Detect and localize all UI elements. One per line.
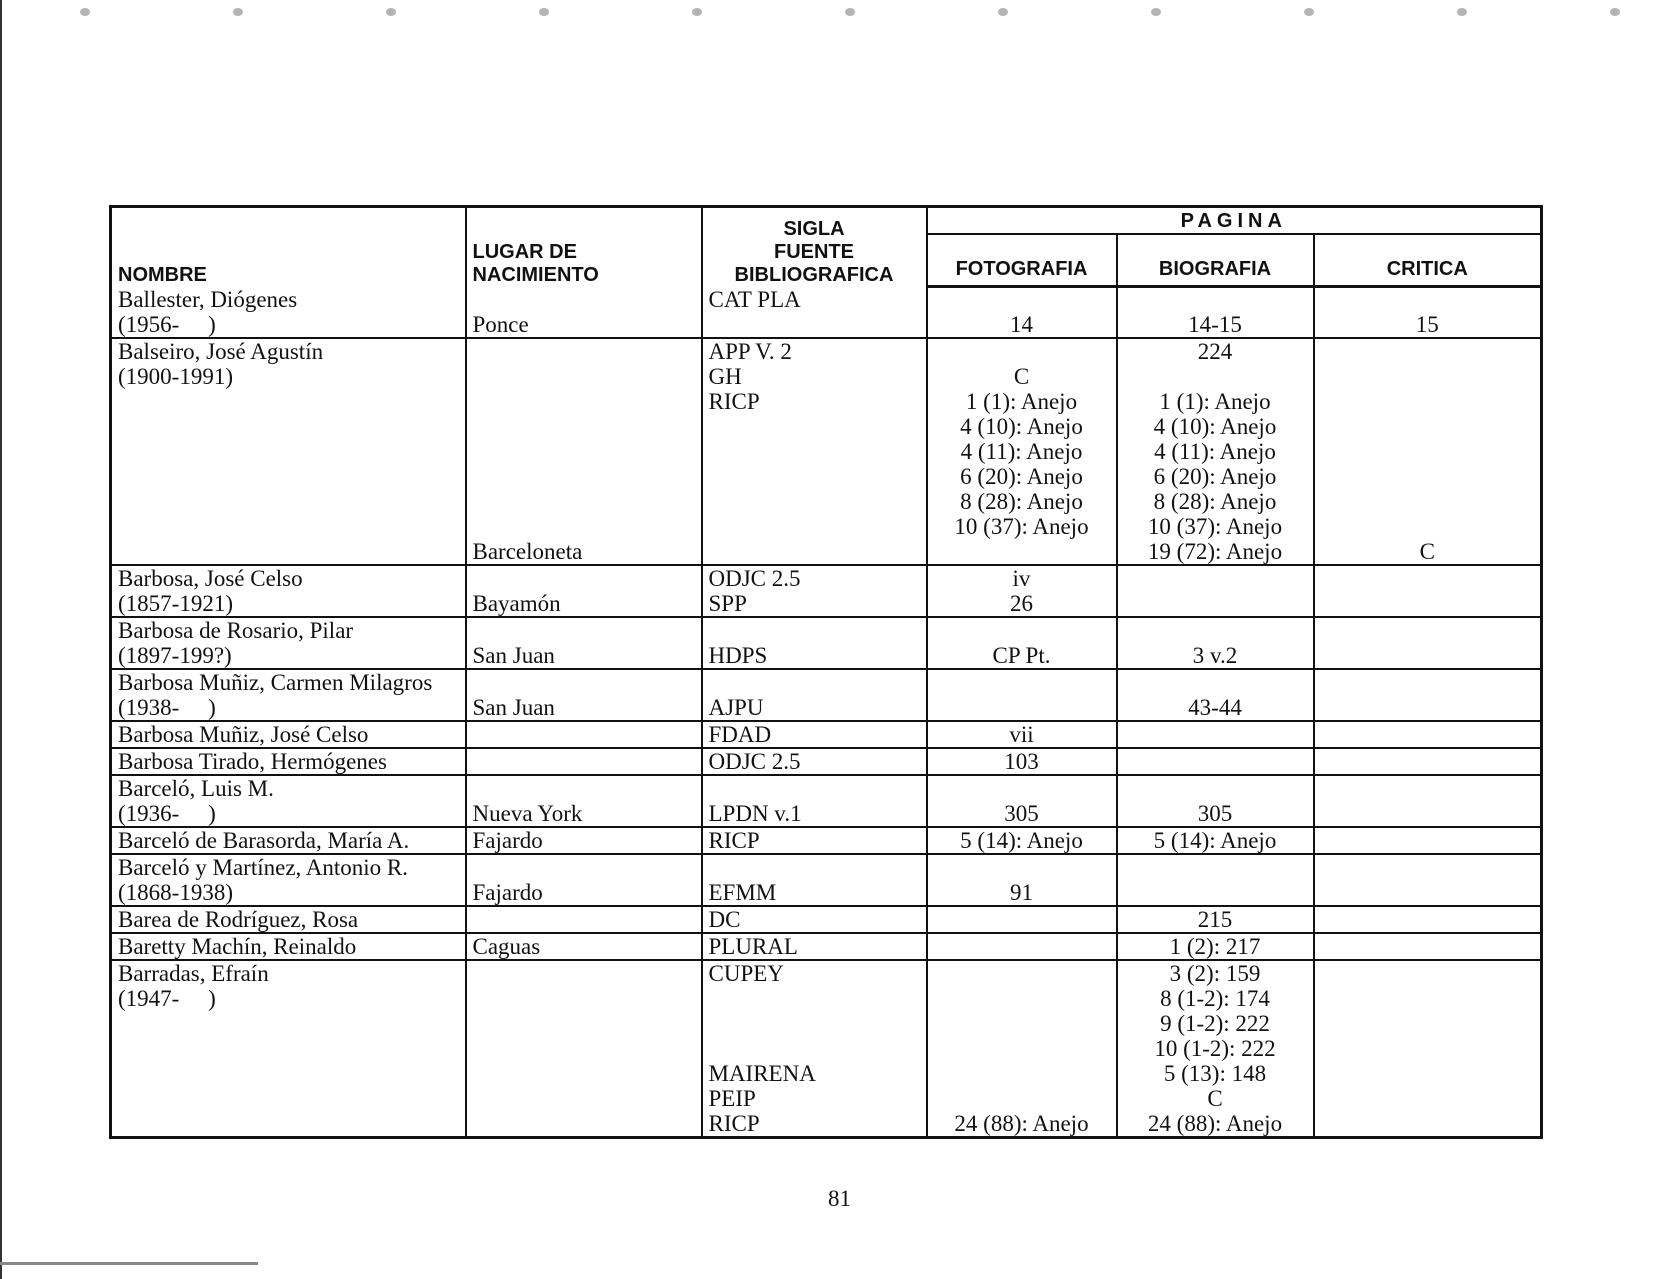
- cell-biografia-line: 10 (1-2): 222: [1154, 1035, 1276, 1061]
- cell-nombre: [111, 565, 466, 617]
- cell-fotografia-line: C: [1013, 363, 1030, 389]
- cell-nombre-line: Barbosa de Rosario, Pilar: [118, 617, 354, 643]
- cell-biografia: [1117, 669, 1314, 721]
- cell-sigla-line: [709, 1011, 920, 1036]
- cell-sigla-line: RICP: [708, 827, 760, 853]
- cell-biografia-line: 6 (20): Anejo: [1153, 463, 1277, 489]
- cell-nombre: [111, 669, 466, 721]
- cell-biografia-line: [1124, 722, 1307, 747]
- cell-fotografia-line: 103: [1004, 748, 1039, 774]
- cell-nombre-line: (1857-1921): [118, 590, 233, 616]
- header-biografia: BIOGRAFIA: [1117, 234, 1314, 287]
- cell-lugar: Fajardo: [466, 827, 702, 854]
- cell-sigla: [702, 906, 927, 933]
- cell-biografia-line: 1 (2): 217: [1169, 933, 1261, 959]
- cell-biografia-line: 9 (1-2): 222: [1160, 1010, 1270, 1036]
- cell-fotografia: [927, 565, 1117, 617]
- cell-sigla-line: APP V. 2: [708, 338, 792, 364]
- cell-nombre-line: Baretty Machín, Reinaldo: [118, 933, 357, 959]
- cell-lugar: [466, 960, 702, 1138]
- binder-hole: [1151, 8, 1161, 16]
- cell-nombre-line: (1897-199?): [118, 642, 232, 668]
- table-row: [111, 565, 1542, 617]
- cell-biografia: [1117, 748, 1314, 775]
- cell-fotografia: [927, 617, 1117, 669]
- cell-sigla-line: [709, 618, 920, 643]
- cell-sigla-line: [709, 776, 920, 801]
- binder-hole: [692, 8, 702, 16]
- cell-fotografia-line: 24 (88): Anejo: [954, 1110, 1089, 1136]
- cell-sigla-line: [709, 986, 920, 1011]
- cell-biografia-line: 224: [1197, 338, 1233, 364]
- table-row: [111, 960, 1542, 1138]
- cell-biografia: [1117, 933, 1314, 960]
- cell-sigla-line: CUPEY: [708, 960, 784, 986]
- cell-biografia-line: 1 (1): Anejo: [1159, 388, 1271, 414]
- cell-biografia-line: 5 (14): Anejo: [1153, 827, 1277, 853]
- cell-sigla-line: ODJC 2.5: [708, 748, 801, 774]
- cell-lugar: [466, 748, 702, 775]
- cell-fotografia-line: 8 (28): Anejo: [960, 488, 1083, 514]
- cell-nombre: [111, 827, 466, 854]
- cell-fotografia-line: 305: [1004, 800, 1039, 826]
- cell-fotografia-line: 14: [1010, 311, 1033, 337]
- binder-hole: [233, 8, 243, 16]
- cell-biografia: [1117, 721, 1314, 748]
- cell-critica-line: [1321, 749, 1535, 774]
- cell-biografia-line: C: [1207, 1085, 1223, 1111]
- cell-critica: [1314, 933, 1542, 960]
- cell-fotografia-line: [934, 539, 1110, 564]
- cell-sigla-line: ODJC 2.5: [708, 565, 801, 591]
- cell-critica: [1314, 721, 1542, 748]
- cell-lugar: San Juan: [466, 669, 702, 721]
- cell-nombre-line: Barea de Rodríguez, Rosa: [118, 906, 359, 932]
- table-row: [111, 669, 1542, 721]
- cell-sigla: [702, 854, 927, 906]
- cell-biografia-line: 14-15: [1188, 311, 1242, 337]
- binder-hole: [1304, 8, 1314, 16]
- table-row: [111, 338, 1542, 565]
- cell-sigla-line: PEIP: [708, 1085, 756, 1111]
- cell-fotografia-line: CP Pt.: [992, 642, 1051, 668]
- cell-critica-line: [1321, 828, 1535, 853]
- cell-nombre-line: Balseiro, José Agustín: [118, 338, 324, 364]
- cell-sigla-line: CAT PLA: [708, 286, 801, 312]
- cell-sigla: [702, 827, 927, 854]
- cell-nombre: [111, 854, 466, 906]
- cell-nombre: [111, 933, 466, 960]
- cell-sigla-line: EFMM: [708, 879, 777, 905]
- cell-fotografia: [927, 960, 1117, 1138]
- cell-fotografia: [927, 906, 1117, 933]
- cell-lugar: [466, 906, 702, 933]
- cell-fotografia-line: 91: [1010, 879, 1033, 905]
- cell-lugar: Ponce: [466, 287, 702, 338]
- header-nombre: NOMBRE: [111, 207, 466, 287]
- cell-critica-line: [1321, 801, 1535, 826]
- cell-critica: [1314, 960, 1542, 1138]
- cell-sigla-line: RICP: [708, 1110, 760, 1136]
- cell-sigla-line: [709, 514, 920, 539]
- table-header: [111, 207, 1542, 287]
- cell-critica-line: C: [1419, 538, 1435, 564]
- table-row: [111, 775, 1542, 827]
- cell-fotografia: [927, 287, 1117, 338]
- cell-sigla-line: DC: [708, 906, 741, 932]
- cell-fotografia-line: vii: [1009, 721, 1034, 747]
- cell-lugar: [466, 721, 702, 748]
- table-row: [111, 854, 1542, 906]
- cell-nombre-line: (1868-1938): [118, 879, 233, 905]
- cell-critica: [1314, 775, 1542, 827]
- cell-sigla-line: [709, 539, 920, 564]
- table-row: [111, 721, 1542, 748]
- binder-hole: [1457, 8, 1467, 16]
- binder-hole: [845, 8, 855, 16]
- cell-critica-line: [1321, 1111, 1535, 1136]
- cell-biografia-line: 3 (2): 159: [1169, 960, 1261, 986]
- cell-sigla-line: [709, 464, 920, 489]
- cell-sigla-line: [709, 489, 920, 514]
- cell-nombre: [111, 906, 466, 933]
- cell-nombre-line: Barceló y Martínez, Antonio R.: [118, 854, 408, 880]
- cell-sigla: [702, 338, 927, 565]
- cell-nombre: [111, 960, 466, 1138]
- cell-biografia: [1117, 617, 1314, 669]
- header-critica: CRITICA: [1314, 234, 1542, 287]
- cell-biografia: [1117, 960, 1314, 1138]
- cell-critica-line: [1321, 695, 1535, 720]
- cell-lugar: Nueva York: [466, 775, 702, 827]
- cell-fotografia: [927, 933, 1117, 960]
- table-row: [111, 617, 1542, 669]
- cell-biografia-line: 8 (28): Anejo: [1153, 488, 1277, 514]
- cell-fotografia: [927, 721, 1117, 748]
- cell-biografia: [1117, 906, 1314, 933]
- cell-nombre-line: Barbosa, José Celso: [118, 565, 303, 591]
- cell-fotografia-line: 4 (11): Anejo: [960, 438, 1083, 464]
- binder-holes: [80, 8, 1620, 16]
- cell-nombre-line: Barbosa Muñiz, Carmen Milagros: [118, 669, 433, 695]
- cell-lugar: Barceloneta: [466, 338, 702, 565]
- cell-sigla: [702, 617, 927, 669]
- cell-fotografia-line: 6 (20): Anejo: [960, 463, 1083, 489]
- table-row: [111, 827, 1542, 854]
- cell-sigla-line: AJPU: [708, 694, 764, 720]
- cell-critica: [1314, 617, 1542, 669]
- binder-hole: [386, 8, 396, 16]
- cell-biografia-line: [1124, 880, 1307, 905]
- cell-nombre-line: Ballester, Diógenes: [118, 286, 298, 312]
- cell-fotografia-line: 26: [1010, 590, 1033, 616]
- cell-sigla-line: MAIRENA: [708, 1060, 816, 1086]
- cell-nombre: [111, 748, 466, 775]
- cell-fotografia-line: 5 (14): Anejo: [960, 827, 1083, 853]
- cell-fotografia-line: [934, 695, 1110, 720]
- cell-sigla-line: GH: [708, 363, 742, 389]
- cell-biografia-line: 305: [1197, 800, 1233, 826]
- cell-fotografia-line: 10 (37): Anejo: [954, 513, 1089, 539]
- cell-biografia: [1117, 827, 1314, 854]
- cell-sigla: [702, 775, 927, 827]
- cell-sigla-line: PLURAL: [708, 933, 798, 959]
- cell-fotografia: [927, 338, 1117, 565]
- cell-nombre: [111, 287, 466, 338]
- cell-critica: [1314, 827, 1542, 854]
- cell-nombre: [111, 338, 466, 565]
- cell-lugar: San Juan: [466, 617, 702, 669]
- cell-sigla: [702, 565, 927, 617]
- cell-lugar: Fajardo: [466, 854, 702, 906]
- cell-sigla-line: [709, 855, 920, 880]
- cell-critica-line: [1321, 934, 1535, 959]
- cell-nombre-line: Barbosa Tirado, Hermógenes: [118, 748, 387, 774]
- binder-hole: [80, 8, 90, 16]
- cell-fotografia-line: iv: [1012, 565, 1031, 591]
- cell-sigla-line: HDPS: [708, 642, 768, 668]
- cell-biografia-line: [1124, 591, 1307, 616]
- cell-critica-line: [1321, 907, 1535, 932]
- cell-fotografia: [927, 854, 1117, 906]
- scan-bottom-edge: [0, 1262, 258, 1265]
- cell-sigla-line: [709, 439, 920, 464]
- cell-biografia-line: 43-44: [1188, 694, 1242, 720]
- cell-nombre-line: Barbosa Muñiz, José Celso: [118, 721, 369, 747]
- page-number: 81: [828, 1186, 851, 1211]
- cell-nombre-line: (1947- ): [118, 985, 216, 1011]
- cell-biografia: [1117, 338, 1314, 565]
- cell-biografia-line: 4 (10): Anejo: [1153, 413, 1277, 439]
- cell-biografia-line: 8 (1-2): 174: [1160, 985, 1270, 1011]
- cell-biografia: [1117, 287, 1314, 338]
- binder-hole: [998, 8, 1008, 16]
- cell-sigla-line: FDAD: [708, 721, 772, 747]
- cell-nombre-line: (1938- ): [118, 694, 216, 720]
- cell-sigla: [702, 933, 927, 960]
- cell-biografia: [1117, 775, 1314, 827]
- cell-biografia-line: 5 (13): 148: [1163, 1060, 1267, 1086]
- header-sigla: SIGLA FUENTE BIBLIOGRAFICA: [702, 207, 927, 287]
- cell-nombre-line: Barceló de Barasorda, María A.: [118, 827, 410, 853]
- cell-critica: [1314, 565, 1542, 617]
- cell-fotografia-line: 4 (10): Anejo: [960, 413, 1083, 439]
- cell-nombre-line: (1956- ): [118, 311, 216, 337]
- cell-sigla-line: RICP: [708, 388, 760, 414]
- cell-critica: [1314, 669, 1542, 721]
- cell-sigla-line: [709, 670, 920, 695]
- cell-nombre: [111, 775, 466, 827]
- cell-critica-line: 15: [1415, 311, 1439, 337]
- cell-fotografia: [927, 669, 1117, 721]
- cell-fotografia: [927, 748, 1117, 775]
- cell-critica-line: [1321, 880, 1535, 905]
- cell-fotografia: [927, 827, 1117, 854]
- cell-critica: [1314, 338, 1542, 565]
- cell-biografia-line: 19 (72): Anejo: [1147, 538, 1283, 564]
- scan-left-edge: [0, 0, 2, 1279]
- cell-critica: [1314, 287, 1542, 338]
- cell-lugar: Caguas: [466, 933, 702, 960]
- cell-sigla: [702, 960, 927, 1138]
- cell-biografia-line: 3 v.2: [1192, 642, 1238, 668]
- cell-sigla-line: LPDN v.1: [708, 800, 802, 826]
- cell-biografia-line: 215: [1197, 906, 1233, 932]
- table-row: [111, 748, 1542, 775]
- cell-nombre-line: Barradas, Efraín: [118, 960, 269, 986]
- table-row: [111, 287, 1542, 338]
- cell-biografia: [1117, 565, 1314, 617]
- cell-critica: [1314, 748, 1542, 775]
- header-fotografia: FOTOGRAFIA: [927, 234, 1117, 287]
- header-pagina: PAGINA: [927, 207, 1542, 235]
- cell-nombre: [111, 617, 466, 669]
- cell-nombre-line: (1900-1991): [118, 363, 233, 389]
- cell-critica-line: [1321, 643, 1535, 668]
- cell-sigla-line: [709, 1036, 920, 1061]
- cell-lugar: Bayamón: [466, 565, 702, 617]
- cell-sigla: [702, 287, 927, 338]
- cell-biografia-line: [1124, 364, 1307, 389]
- cell-sigla-line: [709, 414, 920, 439]
- cell-sigla: [702, 721, 927, 748]
- cell-biografia-line: [1124, 749, 1307, 774]
- registry-table: [109, 205, 1543, 1139]
- cell-critica: [1314, 906, 1542, 933]
- cell-sigla-line: SPP: [708, 590, 747, 616]
- table-row: [111, 906, 1542, 933]
- binder-hole: [1610, 8, 1620, 16]
- cell-sigla: [702, 748, 927, 775]
- cell-nombre: [111, 721, 466, 748]
- cell-fotografia-line: 1 (1): Anejo: [965, 388, 1078, 414]
- cell-nombre-line: Barceló, Luis M.: [118, 775, 274, 801]
- cell-fotografia-line: [934, 907, 1110, 932]
- cell-sigla: [702, 669, 927, 721]
- binder-hole: [539, 8, 549, 16]
- table-body: [111, 287, 1542, 1138]
- cell-biografia: [1117, 854, 1314, 906]
- cell-fotografia: [927, 775, 1117, 827]
- cell-critica-line: [1321, 591, 1535, 616]
- header-lugar: LUGAR DE NACIMIENTO: [466, 207, 702, 287]
- cell-fotografia-line: [934, 934, 1110, 959]
- cell-biografia-line: 24 (88): Anejo: [1147, 1110, 1283, 1136]
- cell-critica-line: [1321, 722, 1535, 747]
- cell-critica: [1314, 854, 1542, 906]
- cell-biografia-line: 10 (37): Anejo: [1147, 513, 1283, 539]
- cell-nombre-line: (1936- ): [118, 800, 216, 826]
- table-row: [111, 933, 1542, 960]
- cell-biografia-line: 4 (11): Anejo: [1154, 438, 1276, 464]
